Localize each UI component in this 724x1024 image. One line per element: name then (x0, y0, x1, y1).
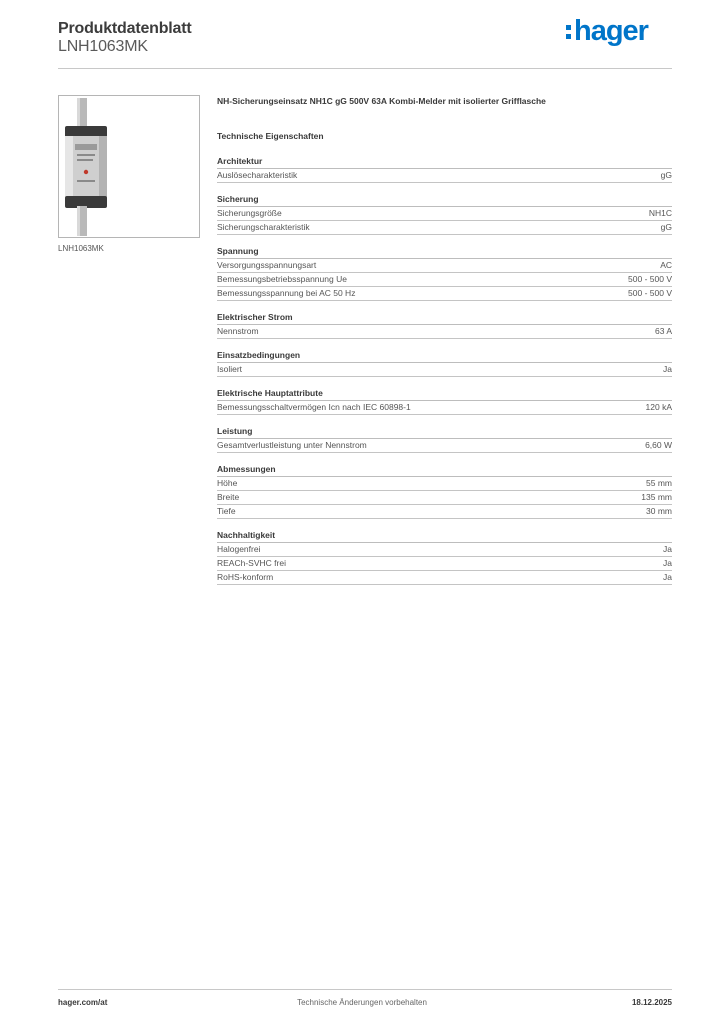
property-group (217, 426, 672, 453)
fuse-icon (59, 96, 199, 237)
property-value: AC (660, 260, 672, 270)
property-value: 135 mm (641, 492, 672, 502)
property-row (217, 207, 672, 221)
property-value: gG (660, 222, 672, 232)
property-group (217, 194, 672, 235)
group-title: Einsatzbedingungen (217, 350, 672, 363)
property-row (217, 571, 672, 585)
property-group (217, 530, 672, 585)
group-title: Architektur (217, 156, 672, 169)
technical-data (217, 95, 672, 585)
property-label: Höhe (217, 478, 238, 488)
property-row (217, 557, 672, 571)
hager-logo[interactable] (566, 16, 648, 47)
property-label: Sicherungsgröße (217, 208, 282, 218)
group-title: Abmessungen (217, 464, 672, 477)
footer-note: Technische Änderungen vorbehalten (297, 998, 427, 1007)
property-value: gG (660, 170, 672, 180)
property-row (217, 363, 672, 377)
property-value: Ja (663, 572, 672, 582)
property-value: 500 - 500 V (628, 274, 672, 284)
property-row (217, 439, 672, 453)
property-row (217, 477, 672, 491)
property-row (217, 259, 672, 273)
property-label: Versorgungsspannungsart (217, 260, 317, 270)
product-description: NH-Sicherungseinsatz NH1C gG 500V 63A Kombi-Melder mit isolierter Grifflasche (217, 96, 546, 106)
property-row (217, 287, 672, 301)
group-title: Elektrischer Strom (217, 312, 672, 325)
product-image (58, 95, 200, 238)
logo-dots-icon (566, 17, 572, 47)
property-group (217, 464, 672, 519)
property-label: Bemessungsbetriebsspannung Ue (217, 274, 347, 284)
property-label: Breite (217, 492, 240, 502)
property-label: RoHS-konform (217, 572, 274, 582)
article-number: LNH1063MK (58, 38, 148, 55)
property-value: 63 A (654, 326, 672, 336)
section-title: Technische Eigenschaften (217, 131, 324, 141)
property-group (217, 350, 672, 377)
property-value: Ja (663, 364, 672, 374)
image-caption: LNH1063MK (58, 244, 104, 253)
group-title: Sicherung (217, 194, 672, 207)
property-label: Nennstrom (217, 326, 259, 336)
property-row (217, 543, 672, 557)
property-group (217, 388, 672, 415)
property-row (217, 221, 672, 235)
property-row (217, 273, 672, 287)
property-value: NH1C (648, 208, 672, 218)
property-row (217, 169, 672, 183)
property-groups (217, 156, 672, 585)
footer-date: 18.12.2025 (631, 998, 672, 1007)
property-label: Isoliert (217, 364, 243, 374)
footer-website-link[interactable]: hager.com/at (58, 998, 108, 1007)
group-title: Elektrische Hauptattribute (217, 388, 672, 401)
property-value: 120 kA (645, 402, 672, 412)
property-label: Bemessungsspannung bei AC 50 Hz (217, 288, 356, 298)
logo-text: hager (574, 15, 648, 47)
property-group (217, 156, 672, 183)
property-label: Sicherungscharakteristik (217, 222, 310, 232)
property-label: Halogenfrei (217, 544, 261, 554)
property-label: Auslösecharakteristik (217, 170, 298, 180)
property-row (217, 325, 672, 339)
footer-divider (58, 989, 672, 990)
property-label: REACh-SVHC frei (217, 558, 286, 568)
property-value: 30 mm (646, 506, 672, 516)
property-value: 500 - 500 V (628, 288, 672, 298)
page-title: Produktdatenblatt (58, 20, 192, 37)
property-row (217, 491, 672, 505)
property-label: Gesamtverlustleistung unter Nennstrom (217, 440, 367, 450)
property-value: 55 mm (646, 478, 672, 488)
group-title: Leistung (217, 426, 672, 439)
property-value: Ja (663, 544, 672, 554)
property-value: 6,60 W (645, 440, 672, 450)
property-label: Bemessungsschaltvermögen Icn nach IEC 60898-1 (217, 402, 411, 412)
group-title: Spannung (217, 246, 672, 259)
property-row (217, 505, 672, 519)
header-divider (58, 68, 672, 69)
property-label: Tiefe (217, 506, 236, 516)
property-row (217, 401, 672, 415)
property-value: Ja (663, 558, 672, 568)
property-group (217, 312, 672, 339)
property-group (217, 246, 672, 301)
group-title: Nachhaltigkeit (217, 530, 672, 543)
